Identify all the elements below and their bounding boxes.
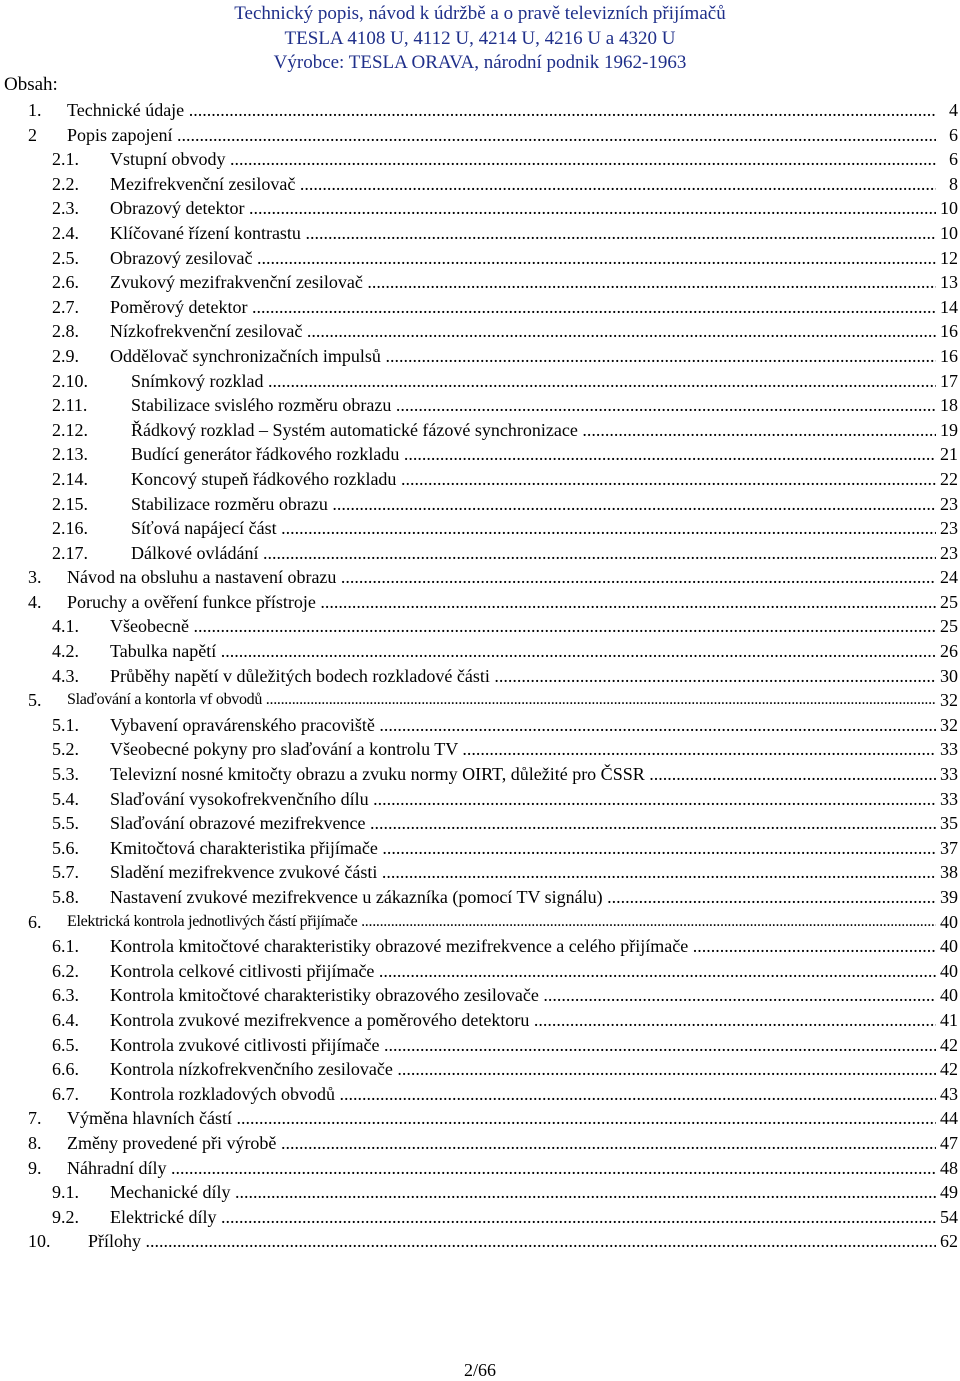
table-of-contents [0,98,960,1254]
toc-entry-title: Nízkofrekvenční zesilovač ..... [110,319,936,344]
toc-entry-title: Sladění mezifrekvence zvukové části ..... [110,860,936,885]
toc-entry-page: 25 [936,614,958,639]
toc-entry-title: Návod na obsluhu a nastavení obrazu ..... [67,565,936,590]
toc-entry[interactable] [0,737,960,762]
toc-entry-page: 18 [936,393,958,418]
toc-entry[interactable] [0,123,960,148]
toc-entry-page: 26 [936,639,958,664]
toc-entry[interactable] [0,147,960,172]
toc-entry-title: Slaďování obrazové mezifrekvence ..... [110,811,936,836]
toc-entry[interactable] [0,885,960,910]
toc-entry-page: 48 [936,1156,958,1181]
toc-entry-number: 2.2. [52,173,79,194]
toc-entry-page: 12 [936,246,958,271]
toc-entry-page: 41 [936,1008,958,1033]
toc-entry-title: Obrazový zesilovač ..... [110,246,936,271]
toc-entry[interactable] [0,860,960,885]
header-manufacturer-line: Výrobce: TESLA ORAVA, národní podnik 1962-1963 [273,52,687,73]
toc-entry-number: 2.10. [52,370,88,391]
document-header [0,2,960,76]
toc-entry-page: 10 [936,221,958,246]
toc-entry-number: 2.16. [52,518,88,539]
toc-entry-number: 2.4. [52,222,79,243]
toc-entry-page: 19 [936,418,958,443]
toc-entry-page: 10 [936,196,958,221]
toc-entry-title: Řádkový rozklad – Systém automatické fázové synchronizace ..... [131,418,936,443]
toc-entry-page: 25 [936,590,958,615]
toc-entry-page: 23 [936,492,958,517]
toc-entry[interactable] [0,664,960,689]
page-number: 2/66 [463,1360,496,1380]
toc-entry-page: 23 [936,541,958,566]
toc-entry[interactable] [0,393,960,418]
toc-entry-title: Obrazový detektor ..... [110,196,936,221]
toc-entry-title: Klíčované řízení kontrastu ..... [110,221,936,246]
toc-entry-title: Kontrola rozkladových obvodů ..... [110,1082,936,1107]
toc-entry-page: 6 [936,147,958,172]
toc-entry[interactable] [0,762,960,787]
toc-heading: Obsah: [4,74,58,95]
toc-entry-page: 23 [936,516,958,541]
toc-entry-number: 5.2. [52,739,79,760]
toc-entry-page: 33 [936,737,958,762]
toc-entry-title: Stabilizace rozměru obrazu ..... [131,492,936,517]
toc-entry-number: 2 [28,124,37,145]
toc-entry-page: 62 [936,1229,958,1254]
toc-entry[interactable] [0,1033,960,1058]
toc-entry-number: 5.5. [52,813,79,834]
toc-entry-page: 30 [936,664,958,689]
toc-entry-number: 6.1. [52,936,79,957]
toc-entry[interactable] [0,98,960,123]
toc-entry-title: Výměna hlavních částí ..... [67,1106,936,1131]
toc-entry[interactable] [0,196,960,221]
toc-entry-number: 2.5. [52,247,79,268]
toc-entry-number: 2.17. [52,542,88,563]
toc-entry[interactable] [0,811,960,836]
toc-entry-number: 4. [28,591,42,612]
toc-entry-page: 33 [936,762,958,787]
toc-entry-title: Snímkový rozklad ..... [131,369,936,394]
toc-entry[interactable] [0,910,960,935]
toc-entry-page: 8 [936,172,958,197]
toc-entry-page: 38 [936,860,958,885]
toc-entry[interactable] [0,836,960,861]
toc-entry[interactable] [0,246,960,271]
toc-entry-number: 6.6. [52,1059,79,1080]
toc-entry-title: Vybavení opravárenského pracoviště ..... [110,713,936,738]
toc-entry-number: 7. [28,1108,42,1129]
toc-entry-number: 2.6. [52,272,79,293]
toc-entry-title: Tabulka napětí ..... [110,639,936,664]
toc-entry-title: Kontrola celkové citlivosti přijímače ..... [110,959,936,984]
toc-entry-number: 5.1. [52,714,79,735]
toc-entry-number: 6.7. [52,1083,79,1104]
toc-entry[interactable] [0,983,960,1008]
toc-entry-number: 4.3. [52,665,79,686]
toc-entry-number: 10. [28,1231,51,1252]
toc-entry-number: 3. [28,567,42,588]
toc-entry-number: 4.1. [52,616,79,637]
toc-entry-title: Popis zapojení ..... [67,123,936,148]
toc-entry-title: Přílohy ..... [88,1229,936,1254]
toc-entry[interactable] [0,1205,960,1230]
toc-entry[interactable] [0,713,960,738]
toc-entry[interactable] [0,1131,960,1156]
toc-entry[interactable] [0,1180,960,1205]
toc-entry-title: Koncový stupeň řádkového rozkladu ..... [131,467,936,492]
toc-entry-number: 2.11. [52,395,88,416]
toc-entry[interactable] [0,688,960,713]
toc-entry-number: 2.7. [52,296,79,317]
toc-entry-page: 42 [936,1033,958,1058]
toc-entry-title: Televizní nosné kmitočty obrazu a zvuku normy OIRT, důležité pro ČSSR ..... [110,762,936,787]
toc-entry-title: Technické údaje ..... [67,98,936,123]
header-title-line: Technický popis, návod k údržbě a o pravě televizních přijímačů [234,3,726,24]
toc-entry-title: Kontrola zvukové mezifrekvence a poměrového detektoru ..... [110,1008,936,1033]
toc-entry-title: Nastavení zvukové mezifrekvence u zákazníka (pomocí TV signálu) ..... [110,885,936,910]
toc-entry-title: Vstupní obvody ..... [110,147,936,172]
toc-entry-number: 2.1. [52,149,79,170]
toc-entry[interactable] [0,467,960,492]
toc-entry-page: 54 [936,1205,958,1230]
toc-entry-number: 2.9. [52,345,79,366]
toc-entry-title: Elektrická kontrola jednotlivých částí přijímače ..... [67,910,936,935]
toc-entry[interactable] [0,1008,960,1033]
toc-entry-page: 40 [936,959,958,984]
toc-entry-page: 13 [936,270,958,295]
toc-entry-page: 24 [936,565,958,590]
toc-entry[interactable] [0,590,960,615]
toc-entry-title: Náhradní díly ..... [67,1156,936,1181]
toc-entry-number: 5.3. [52,764,79,785]
toc-entry-number: 5.4. [52,788,79,809]
toc-entry-number: 8. [28,1132,42,1153]
toc-entry-number: 6.5. [52,1034,79,1055]
toc-entry[interactable] [0,959,960,984]
toc-entry-number: 6.2. [52,960,79,981]
toc-entry[interactable] [0,516,960,541]
toc-entry[interactable] [0,492,960,517]
toc-entry-page: 4 [936,98,958,123]
toc-entry[interactable] [0,344,960,369]
toc-entry[interactable] [0,295,960,320]
toc-entry-page: 37 [936,836,958,861]
toc-entry-title: Mezifrekvenční zesilovač ..... [110,172,936,197]
toc-entry-title: Všeobecné pokyny pro slaďování a kontrolu TV ..... [110,737,936,762]
toc-entry[interactable] [0,614,960,639]
toc-entry-title: Poměrový detektor ..... [110,295,936,320]
toc-entry-title: Síťová napájecí část ..... [131,516,936,541]
toc-entry-number: 2.3. [52,198,79,219]
header-models-line: TESLA 4108 U, 4112 U, 4214 U, 4216 U a 4320 U [284,27,676,49]
toc-entry-title: Elektrické díly ..... [110,1205,936,1230]
toc-entry[interactable] [0,934,960,959]
toc-entry[interactable] [0,172,960,197]
toc-entry-number: 5.7. [52,862,79,883]
toc-entry-number: 1. [28,100,42,120]
toc-entry-page: 32 [936,688,958,713]
toc-entry-title: Dálkové ovládání ..... [131,541,936,566]
toc-entry-page: 40 [936,934,958,959]
toc-entry-page: 39 [936,885,958,910]
toc-entry-title: Poruchy a ověření funkce přístroje ..... [67,590,936,615]
toc-entry-title: Všeobecně ..... [110,614,936,639]
toc-entry[interactable] [0,1057,960,1082]
toc-entry-title: Slaďování a kontorla vf obvodů ..... [67,688,936,713]
toc-entry-number: 4.2. [52,641,79,662]
toc-entry-page: 21 [936,442,958,467]
toc-entry-page: 32 [936,713,958,738]
toc-entry-page: 40 [936,983,958,1008]
toc-entry[interactable] [0,418,960,443]
toc-entry-number: 5.8. [52,887,79,907]
toc-entry-title: Slaďování vysokofrekvenčního dílu ..... [110,787,936,812]
toc-entry-title: Změny provedené při výrobě ..... [67,1131,936,1156]
toc-entry-number: 6. [28,911,42,932]
toc-entry-title: Budící generátor řádkového rozkladu ..... [131,442,936,467]
toc-entry[interactable] [0,541,960,566]
toc-entry[interactable] [0,1229,960,1254]
toc-entry-title: Oddělovač synchronizačních impulsů ..... [110,344,936,369]
toc-entry[interactable] [0,369,960,394]
toc-entry-number: 9. [28,1157,42,1178]
toc-entry-title: Průběhy napětí v důležitých bodech rozkladové části ..... [110,664,936,689]
toc-entry-number: 9.2. [52,1206,79,1227]
toc-entry[interactable] [0,1156,960,1181]
toc-entry-number: 5.6. [52,837,79,858]
toc-entry-title: Kontrola nízkofrekvenčního zesilovače ..... [110,1057,936,1082]
toc-entry-title: Kmitočtová charakteristika přijímače ..... [110,836,936,861]
toc-entry-page: 49 [936,1180,958,1205]
toc-entry-page: 14 [936,295,958,320]
toc-entry-page: 47 [936,1131,958,1156]
toc-entry-page: 17 [936,369,958,394]
toc-entry[interactable] [0,639,960,664]
toc-entry-page: 42 [936,1057,958,1082]
toc-entry[interactable] [0,270,960,295]
toc-entry[interactable] [0,442,960,467]
toc-entry-page: 43 [936,1082,958,1107]
toc-entry-title: Zvukový mezifrakvenční zesilovač ..... [110,270,936,295]
toc-entry[interactable] [0,221,960,246]
toc-entry-number: 2.8. [52,321,79,342]
toc-entry-number: 2.14. [52,468,88,489]
toc-entry-number: 2.12. [52,419,88,440]
toc-entry[interactable] [0,1082,960,1107]
toc-entry-title: Stabilizace svislého rozměru obrazu ..... [131,393,936,418]
toc-entry-page: 44 [936,1106,958,1131]
toc-entry-page: 40 [936,910,958,935]
toc-entry-number: 9.1. [52,1182,79,1203]
toc-entry-page: 22 [936,467,958,492]
toc-entry-page: 16 [936,319,958,344]
toc-entry-number: 2.13. [52,444,88,465]
toc-entry-page: 33 [936,787,958,812]
toc-entry-page: 35 [936,811,958,836]
toc-entry-number: 6.3. [52,985,79,1006]
toc-entry-title: Mechanické díly ..... [110,1180,936,1205]
toc-entry[interactable] [0,787,960,812]
toc-entry[interactable] [0,319,960,344]
toc-entry-title: Kontrola kmitočtové charakteristiky obrazového zesilovače ..... [110,983,936,1008]
toc-entry[interactable] [0,1106,960,1131]
toc-entry[interactable] [0,565,960,590]
toc-entry-title: Kontrola zvukové citlivosti přijímače ..... [110,1033,936,1058]
toc-entry-number: 6.4. [52,1009,79,1030]
toc-entry-number: 5. [28,690,42,711]
toc-entry-page: 6 [936,123,958,148]
toc-entry-number: 2.15. [52,493,88,514]
toc-entry-page: 16 [936,344,958,369]
toc-entry-title: Kontrola kmitočtové charakteristiky obrazové mezifrekvence a celého přijímače ..... [110,934,936,959]
